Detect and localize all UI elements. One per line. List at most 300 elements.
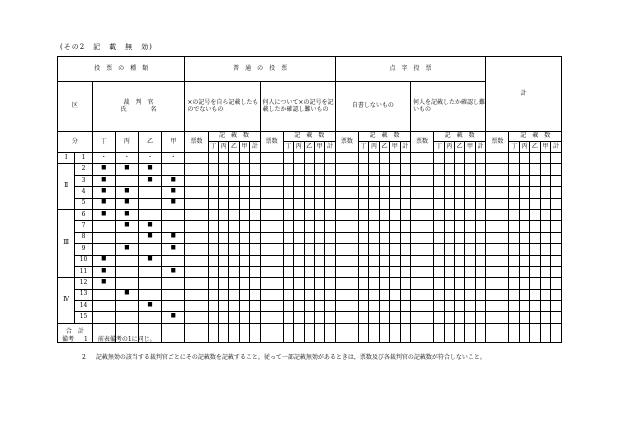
entry-cell[interactable]	[358, 255, 368, 266]
entry-cell[interactable]	[540, 209, 550, 220]
entry-cell[interactable]	[335, 266, 358, 277]
entry-cell[interactable]	[283, 301, 293, 312]
entry-cell[interactable]	[283, 232, 293, 243]
entry-cell[interactable]	[294, 312, 304, 323]
entry-cell[interactable]	[294, 209, 304, 220]
entry-cell[interactable]	[283, 221, 293, 232]
entry-cell[interactable]	[185, 255, 208, 266]
entry-cell[interactable]	[434, 312, 444, 323]
entry-cell[interactable]	[283, 209, 293, 220]
entry-cell[interactable]	[325, 232, 336, 243]
entry-cell[interactable]	[486, 221, 509, 232]
entry-cell[interactable]	[390, 175, 400, 186]
entry-cell[interactable]	[444, 278, 454, 289]
entry-cell[interactable]	[551, 232, 562, 243]
entry-cell[interactable]	[208, 278, 218, 289]
entry-cell[interactable]	[530, 244, 540, 255]
entry-cell[interactable]	[465, 255, 475, 266]
entry-cell[interactable]	[400, 164, 410, 175]
entry-cell[interactable]	[304, 244, 314, 255]
entry-cell[interactable]	[400, 255, 410, 266]
entry-cell[interactable]	[434, 278, 444, 289]
entry-cell[interactable]	[486, 266, 509, 277]
entry-cell[interactable]	[540, 232, 550, 243]
entry-cell[interactable]	[250, 209, 260, 220]
entry-cell[interactable]	[304, 198, 314, 209]
entry-cell[interactable]	[400, 289, 410, 300]
entry-cell[interactable]	[369, 209, 379, 220]
entry-cell[interactable]	[540, 221, 550, 232]
entry-cell[interactable]	[540, 255, 550, 266]
entry-cell[interactable]	[335, 255, 358, 266]
entry-cell[interactable]	[208, 312, 218, 323]
entry-cell[interactable]	[379, 187, 389, 198]
entry-cell[interactable]	[304, 164, 314, 175]
entry-cell[interactable]	[208, 221, 218, 232]
entry-cell[interactable]	[519, 232, 529, 243]
entry-cell[interactable]	[434, 221, 444, 232]
entry-cell[interactable]	[185, 209, 208, 220]
entry-cell[interactable]	[400, 312, 410, 323]
entry-cell[interactable]	[218, 175, 228, 186]
entry-cell[interactable]	[335, 164, 358, 175]
entry-cell[interactable]	[229, 209, 239, 220]
entry-cell[interactable]	[294, 187, 304, 198]
entry-cell[interactable]	[294, 198, 304, 209]
entry-cell[interactable]	[400, 232, 410, 243]
entry-cell[interactable]	[454, 255, 464, 266]
entry-cell[interactable]	[369, 164, 379, 175]
entry-cell[interactable]	[454, 153, 464, 164]
entry-cell[interactable]	[229, 301, 239, 312]
entry-cell[interactable]	[530, 198, 540, 209]
entry-cell[interactable]	[229, 312, 239, 323]
entry-cell[interactable]	[509, 301, 519, 312]
entry-cell[interactable]	[358, 278, 368, 289]
entry-cell[interactable]	[229, 232, 239, 243]
entry-cell[interactable]	[335, 221, 358, 232]
entry-cell[interactable]	[444, 312, 454, 323]
entry-cell[interactable]	[454, 278, 464, 289]
entry-cell[interactable]	[486, 209, 509, 220]
entry-cell[interactable]	[509, 255, 519, 266]
entry-cell[interactable]	[325, 164, 336, 175]
entry-cell[interactable]	[400, 198, 410, 209]
entry-cell[interactable]	[358, 289, 368, 300]
entry-cell[interactable]	[379, 301, 389, 312]
entry-cell[interactable]	[260, 153, 283, 164]
entry-cell[interactable]	[390, 232, 400, 243]
entry-cell[interactable]	[434, 255, 444, 266]
entry-cell[interactable]	[358, 187, 368, 198]
entry-cell[interactable]	[400, 301, 410, 312]
entry-cell[interactable]	[283, 312, 293, 323]
entry-cell[interactable]	[530, 221, 540, 232]
entry-cell[interactable]	[379, 244, 389, 255]
entry-cell[interactable]	[454, 266, 464, 277]
entry-cell[interactable]	[260, 301, 283, 312]
entry-cell[interactable]	[208, 255, 218, 266]
entry-cell[interactable]	[208, 209, 218, 220]
entry-cell[interactable]	[208, 244, 218, 255]
entry-cell[interactable]	[335, 187, 358, 198]
entry-cell[interactable]	[444, 232, 454, 243]
entry-cell[interactable]	[239, 198, 249, 209]
entry-cell[interactable]	[185, 278, 208, 289]
entry-cell[interactable]	[390, 209, 400, 220]
entry-cell[interactable]	[260, 221, 283, 232]
entry-cell[interactable]	[369, 244, 379, 255]
entry-cell[interactable]	[465, 164, 475, 175]
entry-cell[interactable]	[475, 255, 486, 266]
entry-cell[interactable]	[465, 221, 475, 232]
entry-cell[interactable]	[218, 153, 228, 164]
entry-cell[interactable]	[208, 153, 218, 164]
entry-cell[interactable]	[540, 175, 550, 186]
entry-cell[interactable]	[400, 278, 410, 289]
entry-cell[interactable]	[239, 221, 249, 232]
entry-cell[interactable]	[444, 175, 454, 186]
entry-cell[interactable]	[465, 232, 475, 243]
entry-cell[interactable]	[208, 266, 218, 277]
entry-cell[interactable]	[358, 209, 368, 220]
entry-cell[interactable]	[314, 301, 324, 312]
entry-cell[interactable]	[369, 187, 379, 198]
entry-cell[interactable]	[185, 301, 208, 312]
entry-cell[interactable]	[304, 278, 314, 289]
entry-cell[interactable]	[369, 255, 379, 266]
entry-cell[interactable]	[390, 255, 400, 266]
entry-cell[interactable]	[369, 312, 379, 323]
entry-cell[interactable]	[304, 209, 314, 220]
entry-cell[interactable]	[208, 187, 218, 198]
entry-cell[interactable]	[400, 175, 410, 186]
entry-cell[interactable]	[294, 164, 304, 175]
entry-cell[interactable]	[218, 187, 228, 198]
entry-cell[interactable]	[454, 301, 464, 312]
entry-cell[interactable]	[519, 244, 529, 255]
entry-cell[interactable]	[325, 312, 336, 323]
entry-cell[interactable]	[239, 301, 249, 312]
entry-cell[interactable]	[239, 255, 249, 266]
entry-cell[interactable]	[239, 187, 249, 198]
entry-cell[interactable]	[509, 278, 519, 289]
entry-cell[interactable]	[434, 209, 444, 220]
entry-cell[interactable]	[530, 187, 540, 198]
entry-cell[interactable]	[325, 255, 336, 266]
entry-cell[interactable]	[314, 221, 324, 232]
entry-cell[interactable]	[369, 153, 379, 164]
entry-cell[interactable]	[551, 278, 562, 289]
entry-cell[interactable]	[379, 153, 389, 164]
entry-cell[interactable]	[540, 266, 550, 277]
entry-cell[interactable]	[444, 209, 454, 220]
entry-cell[interactable]	[551, 221, 562, 232]
entry-cell[interactable]	[486, 255, 509, 266]
entry-cell[interactable]	[410, 278, 433, 289]
entry-cell[interactable]	[304, 221, 314, 232]
entry-cell[interactable]	[208, 289, 218, 300]
entry-cell[interactable]	[551, 198, 562, 209]
entry-cell[interactable]	[410, 244, 433, 255]
entry-cell[interactable]	[325, 187, 336, 198]
entry-cell[interactable]	[185, 289, 208, 300]
entry-cell[interactable]	[283, 175, 293, 186]
entry-cell[interactable]	[400, 221, 410, 232]
entry-cell[interactable]	[369, 221, 379, 232]
entry-cell[interactable]	[250, 187, 260, 198]
entry-cell[interactable]	[304, 266, 314, 277]
entry-cell[interactable]	[260, 312, 283, 323]
entry-cell[interactable]	[208, 164, 218, 175]
entry-cell[interactable]	[229, 244, 239, 255]
total-entry-cell[interactable]	[530, 323, 540, 342]
entry-cell[interactable]	[530, 301, 540, 312]
entry-cell[interactable]	[239, 244, 249, 255]
total-entry-cell[interactable]	[551, 323, 562, 342]
entry-cell[interactable]	[250, 289, 260, 300]
entry-cell[interactable]	[250, 221, 260, 232]
entry-cell[interactable]	[454, 164, 464, 175]
entry-cell[interactable]	[283, 255, 293, 266]
entry-cell[interactable]	[551, 255, 562, 266]
entry-cell[interactable]	[519, 175, 529, 186]
entry-cell[interactable]	[358, 301, 368, 312]
entry-cell[interactable]	[218, 198, 228, 209]
entry-cell[interactable]	[454, 221, 464, 232]
entry-cell[interactable]	[400, 187, 410, 198]
entry-cell[interactable]	[519, 301, 529, 312]
entry-cell[interactable]	[551, 266, 562, 277]
entry-cell[interactable]	[519, 209, 529, 220]
entry-cell[interactable]	[218, 244, 228, 255]
entry-cell[interactable]	[185, 244, 208, 255]
entry-cell[interactable]	[250, 266, 260, 277]
entry-cell[interactable]	[551, 301, 562, 312]
entry-cell[interactable]	[410, 187, 433, 198]
entry-cell[interactable]	[434, 301, 444, 312]
entry-cell[interactable]	[410, 164, 433, 175]
entry-cell[interactable]	[250, 312, 260, 323]
entry-cell[interactable]	[444, 266, 454, 277]
entry-cell[interactable]	[218, 221, 228, 232]
entry-cell[interactable]	[434, 266, 444, 277]
entry-cell[interactable]	[325, 209, 336, 220]
entry-cell[interactable]	[509, 312, 519, 323]
entry-cell[interactable]	[519, 187, 529, 198]
entry-cell[interactable]	[551, 164, 562, 175]
entry-cell[interactable]	[229, 164, 239, 175]
entry-cell[interactable]	[509, 198, 519, 209]
entry-cell[interactable]	[434, 164, 444, 175]
entry-cell[interactable]	[509, 187, 519, 198]
entry-cell[interactable]	[465, 187, 475, 198]
entry-cell[interactable]	[379, 232, 389, 243]
entry-cell[interactable]	[379, 266, 389, 277]
entry-cell[interactable]	[465, 175, 475, 186]
entry-cell[interactable]	[229, 153, 239, 164]
entry-cell[interactable]	[519, 198, 529, 209]
entry-cell[interactable]	[465, 278, 475, 289]
total-entry-cell[interactable]	[486, 323, 509, 342]
entry-cell[interactable]	[410, 198, 433, 209]
entry-cell[interactable]	[250, 255, 260, 266]
entry-cell[interactable]	[509, 153, 519, 164]
entry-cell[interactable]	[239, 153, 249, 164]
entry-cell[interactable]	[400, 209, 410, 220]
entry-cell[interactable]	[410, 175, 433, 186]
entry-cell[interactable]	[540, 289, 550, 300]
entry-cell[interactable]	[314, 153, 324, 164]
entry-cell[interactable]	[304, 232, 314, 243]
entry-cell[interactable]	[250, 153, 260, 164]
entry-cell[interactable]	[379, 221, 389, 232]
entry-cell[interactable]	[530, 153, 540, 164]
entry-cell[interactable]	[444, 289, 454, 300]
entry-cell[interactable]	[325, 266, 336, 277]
entry-cell[interactable]	[314, 187, 324, 198]
entry-cell[interactable]	[551, 175, 562, 186]
entry-cell[interactable]	[229, 187, 239, 198]
entry-cell[interactable]	[358, 198, 368, 209]
total-entry-cell[interactable]	[540, 323, 550, 342]
entry-cell[interactable]	[486, 198, 509, 209]
entry-cell[interactable]	[294, 221, 304, 232]
entry-cell[interactable]	[260, 255, 283, 266]
entry-cell[interactable]	[465, 312, 475, 323]
entry-cell[interactable]	[239, 266, 249, 277]
entry-cell[interactable]	[540, 278, 550, 289]
total-entry-cell[interactable]	[519, 323, 529, 342]
entry-cell[interactable]	[519, 153, 529, 164]
entry-cell[interactable]	[486, 278, 509, 289]
entry-cell[interactable]	[358, 164, 368, 175]
entry-cell[interactable]	[260, 175, 283, 186]
entry-cell[interactable]	[325, 221, 336, 232]
entry-cell[interactable]	[208, 232, 218, 243]
entry-cell[interactable]	[185, 198, 208, 209]
entry-cell[interactable]	[434, 232, 444, 243]
entry-cell[interactable]	[509, 232, 519, 243]
entry-cell[interactable]	[325, 301, 336, 312]
entry-cell[interactable]	[239, 209, 249, 220]
entry-cell[interactable]	[294, 278, 304, 289]
entry-cell[interactable]	[540, 244, 550, 255]
entry-cell[interactable]	[314, 278, 324, 289]
entry-cell[interactable]	[540, 301, 550, 312]
entry-cell[interactable]	[465, 289, 475, 300]
entry-cell[interactable]	[304, 175, 314, 186]
entry-cell[interactable]	[465, 244, 475, 255]
entry-cell[interactable]	[185, 164, 208, 175]
entry-cell[interactable]	[519, 164, 529, 175]
entry-cell[interactable]	[229, 198, 239, 209]
entry-cell[interactable]	[250, 198, 260, 209]
entry-cell[interactable]	[304, 301, 314, 312]
entry-cell[interactable]	[475, 209, 486, 220]
entry-cell[interactable]	[444, 301, 454, 312]
entry-cell[interactable]	[294, 266, 304, 277]
entry-cell[interactable]	[444, 164, 454, 175]
entry-cell[interactable]	[486, 187, 509, 198]
entry-cell[interactable]	[519, 278, 529, 289]
entry-cell[interactable]	[379, 312, 389, 323]
entry-cell[interactable]	[304, 312, 314, 323]
entry-cell[interactable]	[551, 187, 562, 198]
entry-cell[interactable]	[540, 164, 550, 175]
entry-cell[interactable]	[369, 266, 379, 277]
entry-cell[interactable]	[250, 278, 260, 289]
entry-cell[interactable]	[250, 244, 260, 255]
entry-cell[interactable]	[283, 278, 293, 289]
entry-cell[interactable]	[379, 289, 389, 300]
entry-cell[interactable]	[304, 187, 314, 198]
entry-cell[interactable]	[551, 244, 562, 255]
entry-cell[interactable]	[530, 266, 540, 277]
entry-cell[interactable]	[325, 198, 336, 209]
entry-cell[interactable]	[335, 301, 358, 312]
entry-cell[interactable]	[335, 198, 358, 209]
entry-cell[interactable]	[335, 278, 358, 289]
entry-cell[interactable]	[239, 289, 249, 300]
entry-cell[interactable]	[519, 312, 529, 323]
entry-cell[interactable]	[410, 232, 433, 243]
entry-cell[interactable]	[185, 312, 208, 323]
entry-cell[interactable]	[509, 266, 519, 277]
entry-cell[interactable]	[519, 255, 529, 266]
entry-cell[interactable]	[379, 175, 389, 186]
entry-cell[interactable]	[530, 164, 540, 175]
entry-cell[interactable]	[185, 221, 208, 232]
entry-cell[interactable]	[475, 232, 486, 243]
entry-cell[interactable]	[530, 278, 540, 289]
entry-cell[interactable]	[475, 301, 486, 312]
entry-cell[interactable]	[519, 266, 529, 277]
entry-cell[interactable]	[239, 164, 249, 175]
entry-cell[interactable]	[218, 266, 228, 277]
entry-cell[interactable]	[400, 244, 410, 255]
entry-cell[interactable]	[434, 175, 444, 186]
entry-cell[interactable]	[294, 232, 304, 243]
entry-cell[interactable]	[314, 209, 324, 220]
entry-cell[interactable]	[390, 266, 400, 277]
entry-cell[interactable]	[530, 232, 540, 243]
entry-cell[interactable]	[530, 255, 540, 266]
entry-cell[interactable]	[283, 164, 293, 175]
entry-cell[interactable]	[486, 164, 509, 175]
entry-cell[interactable]	[229, 266, 239, 277]
entry-cell[interactable]	[229, 221, 239, 232]
entry-cell[interactable]	[551, 312, 562, 323]
entry-cell[interactable]	[250, 164, 260, 175]
entry-cell[interactable]	[335, 153, 358, 164]
entry-cell[interactable]	[475, 244, 486, 255]
entry-cell[interactable]	[283, 266, 293, 277]
entry-cell[interactable]	[540, 312, 550, 323]
entry-cell[interactable]	[475, 198, 486, 209]
entry-cell[interactable]	[283, 198, 293, 209]
entry-cell[interactable]	[314, 232, 324, 243]
entry-cell[interactable]	[475, 266, 486, 277]
entry-cell[interactable]	[509, 164, 519, 175]
entry-cell[interactable]	[260, 187, 283, 198]
entry-cell[interactable]	[314, 289, 324, 300]
entry-cell[interactable]	[358, 175, 368, 186]
entry-cell[interactable]	[519, 221, 529, 232]
entry-cell[interactable]	[185, 187, 208, 198]
entry-cell[interactable]	[379, 255, 389, 266]
entry-cell[interactable]	[390, 244, 400, 255]
